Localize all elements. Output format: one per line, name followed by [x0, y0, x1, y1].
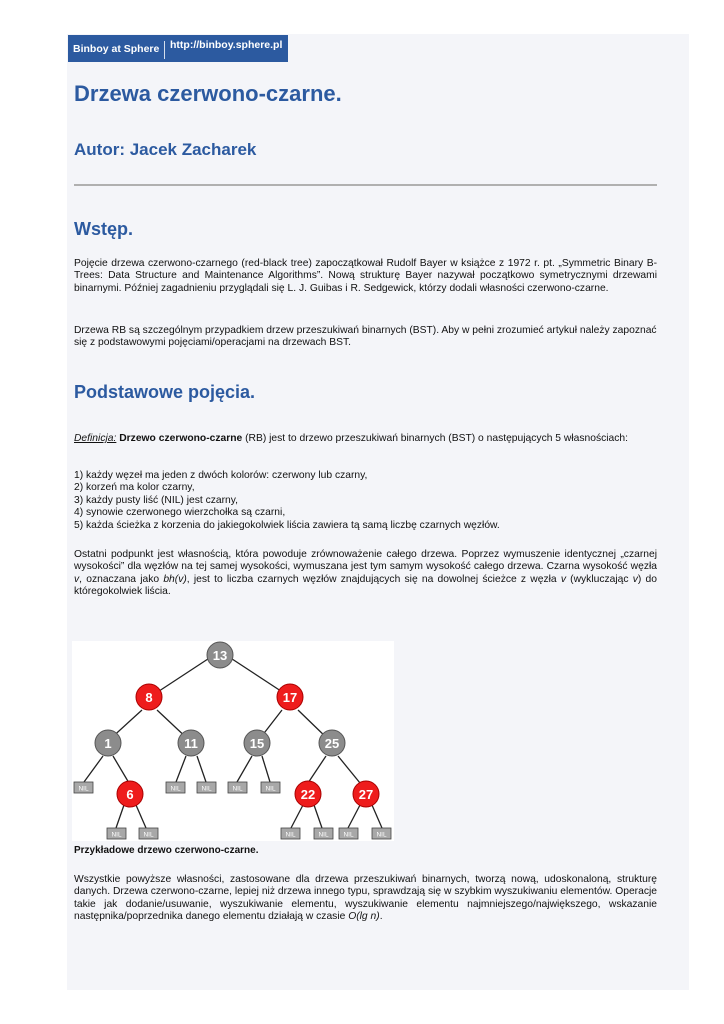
tree-node-17 — [277, 684, 303, 710]
nil-label: NIL — [318, 831, 329, 839]
tree-node-11 — [178, 730, 204, 756]
property-item: 5) każda ścieżka z korzenia do jakiegokolwiek liścia zawiera tą samą liczbę czarnych węzłów. — [74, 519, 500, 531]
nil-leaf — [197, 782, 216, 793]
property-item: 2) korzeń ma kolor czarny, — [74, 482, 195, 494]
property-item: 1) każdy węzeł ma jeden z dwóch kolorów: czerwony lub czarny, — [74, 470, 368, 481]
section-heading-basics: Podstawowe pojęcia. — [74, 382, 256, 402]
math-expr: bh(v) — [163, 573, 187, 585]
node-label: 22 — [300, 787, 316, 802]
tree-node-13 — [207, 642, 233, 668]
definition-paragraph — [74, 433, 657, 445]
definition-label: Definicja: — [74, 433, 117, 444]
nil-leaf — [166, 782, 185, 793]
horizontal-divider — [74, 184, 657, 186]
tree-node-15 — [244, 730, 270, 756]
intro-paragraph-1: Pojęcie drzewa czerwono-czarnego (red-black tree) zapoczątkował Rudolf Bayer w książce z 1972 r. pt. „Symmetric Binary B-Trees: Data Structure and Maintenance Algorithms”. Nową strukturę Bayer nazywał początkowo symetrycznymi drzewami binarnymi. Później zagadnieniu przyglądali się L. J. Guibas i R. Sedgewick, którzy dodali własności czerwono-czarne. — [74, 258, 657, 294]
tree-node-1 — [95, 730, 121, 756]
nil-label: NIL — [265, 785, 276, 793]
math-var: v — [560, 573, 566, 585]
nil-label: NIL — [170, 785, 181, 793]
property-item: 3) każdy pusty liść (NIL) jest czarny, — [74, 494, 239, 506]
nil-leaf — [281, 828, 300, 839]
intro-paragraph-2: Drzewa RB są szczególnym przypadkiem drzew przeszukiwań binarnych (BST). Aby w pełni zrozumieć artykuł należy zapoznać się z podstawowymi pojęciami/operacjami na drzewach BST. — [74, 325, 657, 349]
math-var: v — [632, 573, 638, 585]
closing-paragraph — [74, 874, 657, 924]
nil-leaf — [314, 828, 333, 839]
node-label: 15 — [249, 736, 265, 751]
nil-leaf — [372, 828, 391, 839]
text-segment: (wykluczając — [565, 573, 633, 585]
definition-text: (RB) jest to drzewo przeszukiwań binarnych (BST) o następujących 5 własnościach: — [242, 433, 628, 444]
rb-tree-diagram — [72, 641, 394, 841]
nil-leaf — [261, 782, 280, 793]
tree-node-25 — [319, 730, 345, 756]
node-label: 17 — [282, 690, 298, 705]
node-label: 25 — [324, 736, 340, 751]
node-label: 27 — [358, 787, 374, 802]
author-line: Autor: Jacek Zacharek — [74, 140, 257, 159]
tree-node-8 — [136, 684, 162, 710]
node-label: 6 — [126, 787, 134, 802]
nil-label: NIL — [143, 831, 154, 839]
nil-leaf — [107, 828, 126, 839]
text-segment: Wszystkie powyższe własności, zastosowane dla drzewa przeszukiwań binarnych, tworzą nową, udoskonaloną, strukturę danych. Drzewa czerwono-czarne, lepiej niż drzewa innego typu, sprawdzają się w szybkim wyszukiwaniu elementów. Operacje takie jak dodanie/usuwanie, wyszukiwanie elementu, wyszukiwanie elementu najmniejszego/największego, wskazanie następnika/poprzednika danego elementu działają w czasie — [74, 874, 657, 923]
nil-label: NIL — [78, 785, 89, 793]
text-segment: ) do któregokolwiek liścia. — [74, 573, 657, 598]
figure-caption: Przykładowe drzewo czerwono-czarne. — [74, 845, 259, 856]
nil-label: NIL — [111, 831, 122, 839]
section-heading-intro: Wstęp. — [74, 219, 134, 239]
nil-leaf — [228, 782, 247, 793]
nil-label: NIL — [201, 785, 212, 793]
black-height-paragraph — [74, 549, 657, 599]
nil-label: NIL — [285, 831, 296, 839]
site-header — [68, 35, 288, 62]
properties-list — [74, 470, 657, 532]
page-title: Drzewa czerwono-czarne. — [74, 81, 342, 106]
nil-leaf — [339, 828, 358, 839]
node-label: 11 — [184, 736, 198, 751]
definition-term: Drzewo czerwono-czarne — [119, 433, 243, 444]
text-segment: Ostatni podpunkt jest własnością, która powoduje zrównoważenie całego drzewa. Poprzez wymuszenie identycznej „czarnej wysokości” dla węzłów na tej samej wysokości, wymuszana jest tym samym wysokość całego drzewa. Czarna wysokość węzła — [74, 549, 657, 573]
nil-leaf — [74, 782, 93, 793]
nil-leaf — [139, 828, 158, 839]
math-var: v — [74, 573, 80, 585]
header-separator — [164, 41, 165, 59]
node-label: 8 — [145, 690, 153, 705]
nil-label: NIL — [376, 831, 387, 839]
nil-label: NIL — [343, 831, 354, 839]
site-name[interactable]: Binboy at Sphere — [73, 43, 160, 55]
tree-node-27 — [353, 781, 379, 807]
complexity-expr: O(lg n) — [348, 911, 380, 923]
text-segment: , jest to liczba czarnych węzłów znajdujących się na dowolnej ścieżce z węzła — [186, 573, 561, 585]
site-url-link[interactable]: http://binboy.sphere.pl — [170, 39, 283, 51]
rb-tree-figure — [72, 641, 394, 841]
property-item: 4) synowie czerwonego wierzchołka są czarni, — [74, 507, 286, 519]
tree-node-22 — [295, 781, 321, 807]
nil-label: NIL — [232, 785, 243, 793]
node-label: 13 — [212, 648, 228, 663]
text-segment: . — [379, 911, 383, 923]
node-label: 1 — [104, 736, 112, 751]
tree-node-6 — [117, 781, 143, 807]
text-segment: , oznaczana jako — [79, 573, 164, 585]
